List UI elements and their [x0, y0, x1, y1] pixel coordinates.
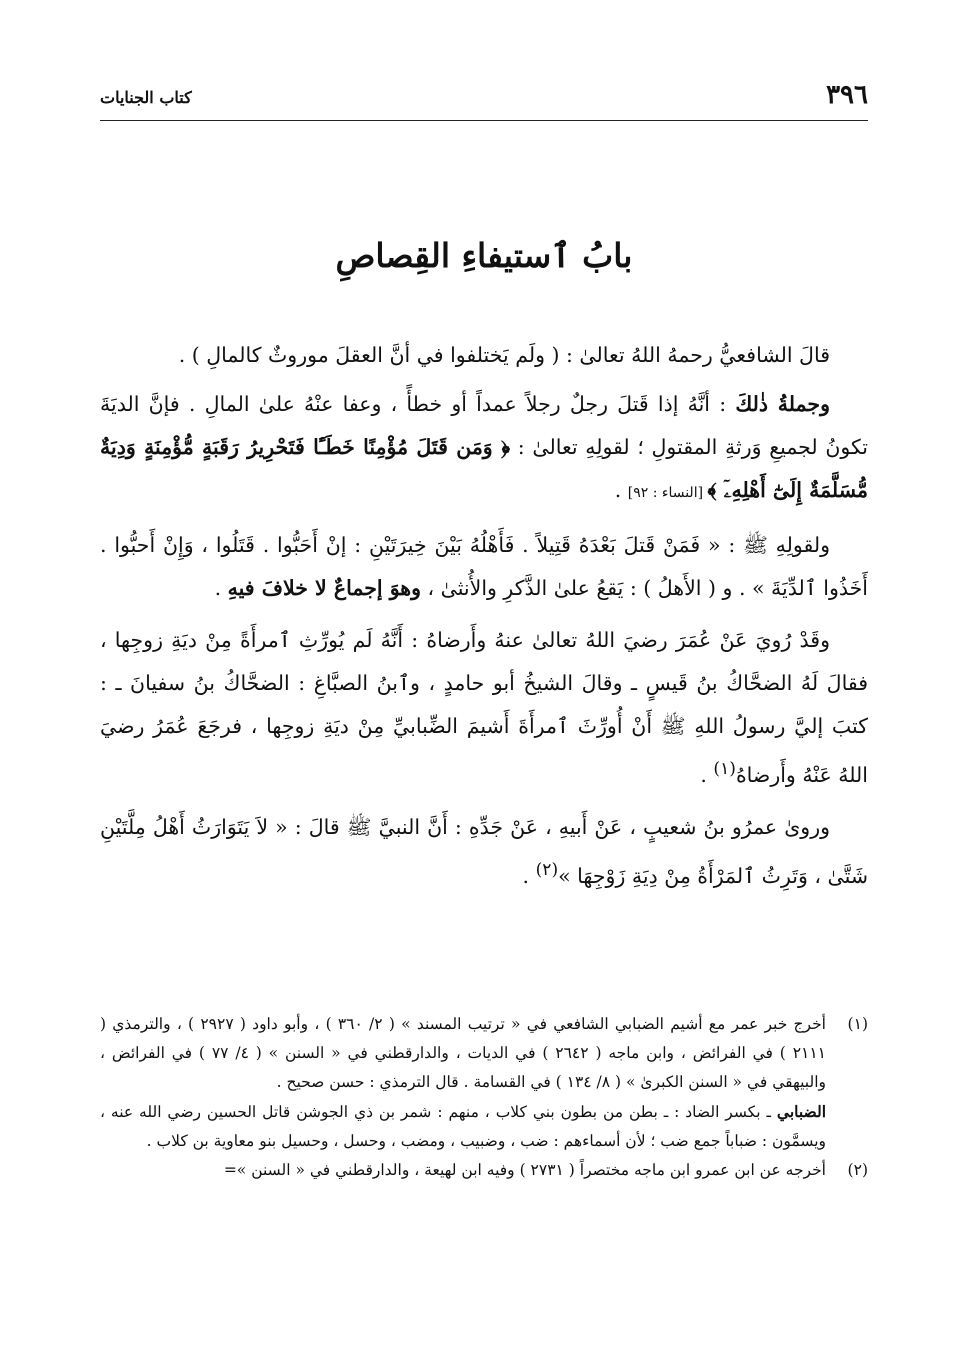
paragraph-4-text: وقَدْ رُويَ عَنْ عُمَرَ رضيَ اللهُ تعالىٰ عنهُ وأَرضاهُ : أَنَّهُ لَم يُورِّثِ ٱمرأَةً مِنْ ديَةِ زوجِها ، فقالَ لَهُ الضحَّاكُ بنُ قَيسٍ ـ وقالَ الشيخُ أبو حامدٍ ، وٱبنُ الصبَّاغِ : الضحَّاكُ بنُ سفيانَ ـ : كتبَ إليَّ رسولُ اللهِ ﷺ أَنْ أُورِّثَ ٱمرأَةَ أَشيمَ الضِّبابيِّ مِنْ ديَةِ زوجِها ، فرجَعَ عُمَرُ رضيَ اللهُ عَنْهُ وأَرضاهُ	[100, 628, 868, 787]
footnote-1-text: أخرج خبر عمر مع أشيم الضبابي الشافعي في « ترتيب المسند » ( ٢/ ٣٦٠ ) ، وأبو داود ( ٢٩٢٧ ) ، والترمذي ( ٢١١١ ) في الفرائض ، وابن ماجه ( ٢٦٤٢ ) في الديات ، والدارقطني في « السنن » ( ٤/ ٧٧ ) في الفرائض ، والبيهقي في « السنن الكبرىٰ » ( ٨/ ١٣٤ ) في القسامة . قال الترمذي : حسن صحيح .	[100, 1015, 826, 1091]
paragraph-2-text: : أنَّهُ إذا قَتلَ رجلٌ رجلاً عمداً أو خطأً ، وعفا عنْهُ علىٰ المالِ . فإنَّ الديَةَ تكونُ لجميعِ وَرثةِ المقتولِ ؛ لقولِهِ تعالىٰ :	[100, 392, 868, 459]
main-text	[100, 334, 868, 907]
paragraph-4-end: .	[700, 762, 714, 787]
paragraph-3	[100, 524, 868, 610]
paragraph-5-text: وروىٰ عمرُو بنُ شعيبٍ ، عَنْ أَبيهِ ، عَنْ جَدِّهِ : أَنَّ النبيَّ ﷺ قالَ : « لاَ يَتَوَارَثُ أَهْلُ مِلَّتَيْنِ شَتَّىٰ ، وَتَرِثُ ٱلمَرْأَةُ مِنْ دِيَةِ زَوْجِهَا »	[100, 814, 868, 888]
paragraph-5	[100, 806, 868, 898]
footnote-1-note	[100, 1097, 868, 1156]
verse-reference: [النساء : ٩٢]	[627, 485, 708, 501]
footnote-1-mark: (١)	[847, 1015, 868, 1033]
chapter-title: بابُ ٱستيفاءِ القِصاصِ	[335, 236, 633, 275]
running-title: كتاب الجنايات	[100, 88, 192, 107]
footnote-1-term: الضبابي	[776, 1102, 827, 1121]
paragraph-2	[100, 383, 868, 515]
paragraph-4	[100, 619, 868, 797]
footnote-1-note-text: ـ بكسر الضاد : ـ بطن من بطون بني كلاب ، منهم : شمر بن ذي الجوشن قاتل الحسين رضي الله عنه ، ويسمَّون : ضباباً جمع ضب ؛ لأن أسماءهم : ضب ، وضبيب ، ومضب ، وحسل ، وحسيل بنو معاوية بن كلاب .	[100, 1103, 826, 1150]
paragraph-2-end: .	[614, 478, 628, 502]
paragraph-3-end: .	[214, 576, 228, 600]
footnote-2	[100, 1156, 868, 1185]
footnote-2-text: أخرجه عن ابن عمرو ابن ماجه مختصراً ( ٢٧٣١ ) وفيه ابن لهيعة ، والدارقطني في « السنن »=	[223, 1161, 826, 1179]
paragraph-5-end: .	[522, 863, 536, 888]
paragraph-1	[100, 334, 868, 377]
paragraph-3-emphasis: وهوَ إجماعٌ لا خلافَ فيهِ	[227, 576, 421, 600]
footnotes	[100, 1010, 868, 1185]
quran-verse: ﴿ وَمَن قَتَلَ مُؤْمِنًا خَطَـًٔا فَتَحْرِيرُ رَقَبَةٍ مُّؤْمِنَةٍ وَدِيَةٌ مُّسَلَّمَةٌ إِلَىٰٓ أَهْلِهِۦٓ ﴾	[100, 435, 868, 502]
paragraph-3-text: ولقولِهِ ﷺ : « فَمَنْ قَتلَ بَعْدَهُ قَتِيلاً . فَأَهْلُهُ بَيْنَ خِيرَتَيْنِ : إنْ أَحَبُّوا . قَتَلُوا ، وَإِنْ أَحبُّوا . أَخَذُوا ٱلدِّيَةَ » . و ( الأَهلُ ) : يَقعُ علىٰ الذَّكرِ والأُنثىٰ ،	[100, 533, 868, 600]
page-header	[100, 82, 868, 121]
footnote-1	[100, 1010, 868, 1097]
page-number: ٣٩٦	[826, 80, 868, 110]
paragraph-1-text: قالَ الشافعيُّ رحمهُ اللهُ تعالىٰ : ( ولَم يَختلفوا في أنَّ العقلَ موروثٌ كالمالِ ) .	[178, 343, 830, 367]
footnote-ref-1: (١)	[713, 759, 736, 779]
footnote-2-mark: (٢)	[847, 1161, 868, 1179]
paragraph-2-lead: وجملةُ ذٰلكَ	[735, 392, 830, 416]
footnote-ref-2: (٢)	[535, 859, 559, 880]
